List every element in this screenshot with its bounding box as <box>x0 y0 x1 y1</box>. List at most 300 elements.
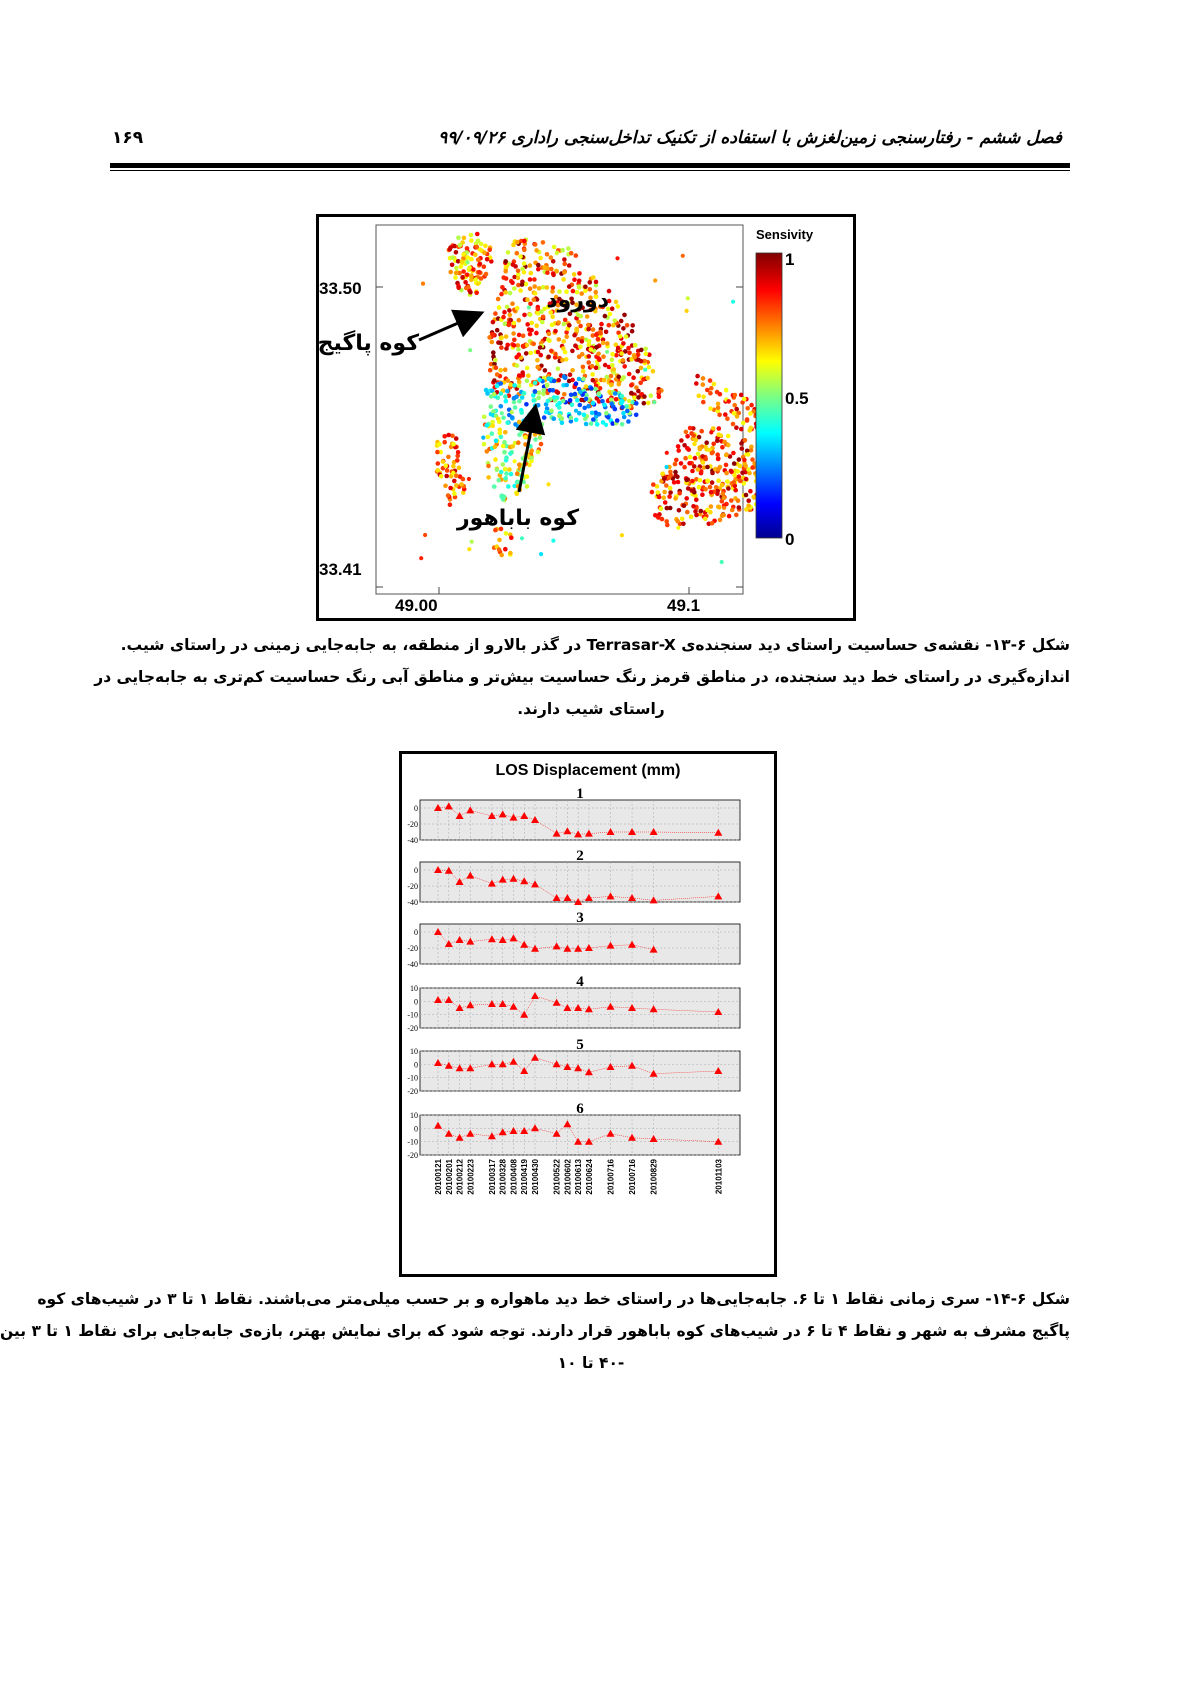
sensitivity-point <box>443 484 448 489</box>
sensitivity-point <box>667 494 672 499</box>
sensitivity-point <box>517 380 522 385</box>
sensitivity-point <box>516 269 521 274</box>
sensitivity-point <box>601 341 606 346</box>
sensitivity-point <box>622 364 627 369</box>
label-mountain-pagij: کوه پاگیج <box>319 331 419 356</box>
sensitivity-point <box>673 496 678 501</box>
caption-line: اندازه‌گیری در راستای خط دید سنجنده، در مناطق قرمز رنگ حساسیت بیش‌تر و مناطق آبی رنگ حساسیت کم‌تری به جابه‌جایی در <box>94 668 1070 686</box>
sensitivity-point <box>546 355 551 360</box>
sensitivity-point <box>657 389 662 394</box>
sensitivity-point <box>551 273 556 278</box>
sensitivity-point <box>578 345 583 350</box>
date-tick-label: 20100121 <box>434 1159 443 1195</box>
sensitivity-point <box>580 339 585 344</box>
sensitivity-point <box>479 276 484 281</box>
sensitivity-point <box>490 340 495 345</box>
sensitivity-point <box>488 368 493 373</box>
header-rule-thin <box>110 170 1070 171</box>
sensitivity-point <box>694 498 699 503</box>
sensitivity-point <box>622 415 627 420</box>
sensitivity-point <box>721 491 726 496</box>
sensitivity-point <box>682 503 687 508</box>
sensitivity-point <box>621 341 626 346</box>
sensitivity-point <box>461 477 466 482</box>
date-tick-label: 20101103 <box>714 1159 724 1195</box>
sensitivity-point <box>451 442 456 447</box>
sensitivity-point <box>474 291 479 296</box>
sensitivity-point <box>524 351 529 356</box>
sensitivity-point <box>684 478 689 483</box>
sensitivity-point <box>522 391 527 396</box>
sensitivity-point <box>503 467 508 472</box>
sensitivity-point <box>624 404 629 409</box>
y-tick-label: -20 <box>407 820 418 829</box>
sensitivity-point <box>749 448 754 453</box>
sensitivity-point <box>468 348 472 352</box>
sensitivity-point <box>557 405 562 410</box>
sensitivity-point <box>646 401 651 406</box>
sensitivity-point <box>664 483 669 488</box>
sensitivity-point <box>508 551 513 556</box>
sensitivity-point <box>533 381 538 386</box>
sensitivity-point <box>468 290 473 295</box>
sensitivity-point <box>598 331 603 336</box>
sensitivity-point <box>492 392 497 397</box>
sensitivity-map <box>319 217 853 618</box>
sensitivity-point <box>614 300 619 305</box>
sensitivity-point <box>454 266 459 271</box>
sensitivity-point <box>500 285 505 290</box>
sensitivity-point <box>502 440 507 445</box>
sensitivity-point <box>552 379 557 384</box>
sensitivity-point <box>685 510 690 515</box>
date-tick-label: 20100522 <box>552 1159 562 1195</box>
sensitivity-point <box>605 341 610 346</box>
sensitivity-point <box>556 366 561 371</box>
sensitivity-point <box>503 394 508 399</box>
panel-number: 1 <box>576 786 584 802</box>
sensitivity-point <box>709 430 713 434</box>
sensitivity-point <box>717 413 722 418</box>
sensitivity-point <box>572 272 577 277</box>
sensitivity-point <box>616 304 621 309</box>
y-tick-label: 0 <box>414 1060 418 1070</box>
sensitivity-point <box>512 396 517 401</box>
sensitivity-point <box>695 374 700 379</box>
sensitivity-point <box>636 389 641 394</box>
sensitivity-point <box>716 405 721 410</box>
sensitivity-point <box>520 267 525 272</box>
sensitivity-point <box>494 438 499 443</box>
sensitivity-point <box>572 277 577 282</box>
sensitivity-point <box>557 337 562 342</box>
sensitivity-point <box>469 274 474 279</box>
sensitivity-point <box>520 395 525 400</box>
sensitivity-point <box>450 255 455 260</box>
y-tick-label: -10 <box>407 1010 418 1020</box>
sensitivity-point <box>477 270 482 275</box>
sensitivity-point <box>687 461 692 466</box>
sensitivity-point <box>690 479 695 484</box>
label-mountain-babahur: کوه باباهور <box>457 506 579 531</box>
y-tick-label: -20 <box>407 1151 418 1160</box>
sensitivity-point <box>513 459 517 463</box>
sensitivity-point <box>629 383 634 388</box>
sensitivity-point <box>503 269 508 274</box>
y-tick-label: 0 <box>414 997 418 1007</box>
sensitivity-point <box>657 495 662 500</box>
sensitivity-point <box>486 435 491 440</box>
sensitivity-point <box>512 383 517 388</box>
sensitivity-point <box>726 443 731 448</box>
sensitivity-point <box>686 296 690 300</box>
sensitivity-point <box>750 465 755 470</box>
sensitivity-point <box>620 422 625 427</box>
sensitivity-point <box>644 351 649 356</box>
sensitivity-point <box>711 426 716 431</box>
sensitivity-point <box>620 394 625 399</box>
sensitivity-point <box>734 425 739 430</box>
sensitivity-point <box>498 341 503 346</box>
sensitivity-point <box>586 360 591 365</box>
panel-number: 2 <box>576 848 584 864</box>
colorbar-tick-0: 0 <box>785 530 795 549</box>
sensitivity-point <box>621 375 626 380</box>
sensitivity-point <box>486 475 491 480</box>
sensitivity-point <box>528 263 533 268</box>
colorbar-title: Sensivity <box>756 227 814 242</box>
y-tick-label: 0 <box>414 1124 418 1134</box>
sensitivity-point <box>672 480 677 485</box>
sensitivity-point <box>458 243 463 248</box>
sensitivity-point <box>739 393 744 398</box>
sensitivity-point <box>748 489 753 494</box>
sensitivity-point <box>733 393 738 398</box>
sensitivity-point <box>499 404 504 409</box>
sensitivity-point <box>556 390 561 395</box>
sensitivity-point <box>452 491 457 496</box>
sensitivity-point <box>618 334 623 339</box>
sensitivity-point <box>630 323 635 328</box>
sensitivity-point <box>732 473 737 478</box>
sensitivity-point <box>512 286 517 291</box>
sensitivity-point <box>452 479 457 484</box>
sensitivity-point <box>720 560 724 564</box>
sensitivity-point <box>730 508 735 513</box>
sensitivity-point <box>546 337 551 342</box>
sensitivity-point <box>725 479 730 484</box>
sensitivity-point <box>482 415 487 420</box>
sensitivity-point <box>634 401 639 406</box>
sensitivity-point <box>508 313 513 318</box>
sensitivity-point <box>522 248 527 253</box>
sensitivity-point <box>526 373 531 378</box>
sensitivity-point <box>456 285 461 290</box>
sensitivity-point <box>738 464 743 469</box>
sensitivity-point <box>491 333 496 338</box>
sensitivity-point <box>701 382 706 387</box>
sensitivity-point <box>662 495 667 500</box>
sensitivity-point <box>502 310 507 315</box>
lat-tick-top: 33.50 <box>319 279 362 298</box>
header-rule <box>110 163 1070 168</box>
sensitivity-point <box>619 351 624 356</box>
sensitivity-point <box>741 421 746 426</box>
sensitivity-point <box>616 374 621 379</box>
sensitivity-point <box>507 467 512 472</box>
sensitivity-point <box>591 417 596 422</box>
sensitivity-point <box>469 238 474 243</box>
sensitivity-point <box>680 517 685 522</box>
sensitivity-point <box>665 465 669 469</box>
sensitivity-point <box>733 488 738 493</box>
sensitivity-point <box>535 358 540 363</box>
sensitivity-point <box>586 323 591 328</box>
sensitivity-point <box>503 547 508 552</box>
sensitivity-point <box>515 240 520 245</box>
los-displacement-figure <box>399 751 777 1277</box>
sensitivity-point <box>536 450 541 455</box>
sensitivity-point <box>436 461 441 466</box>
sensitivity-point <box>503 430 508 435</box>
sensitivity-point <box>442 440 447 445</box>
sensitivity-point <box>742 397 747 402</box>
sensitivity-point <box>642 401 647 406</box>
sensitivity-point <box>610 357 615 362</box>
y-tick-label: -10 <box>407 1073 418 1083</box>
sensitivity-point <box>610 363 615 368</box>
sensitivity-point <box>717 426 722 431</box>
sensitivity-point <box>515 492 520 497</box>
sensitivity-point <box>577 354 582 359</box>
panel-number: 5 <box>576 1037 584 1053</box>
sensitivity-point <box>529 321 534 326</box>
sensitivity-point <box>504 455 509 460</box>
sensitivity-point <box>574 253 579 258</box>
sensitivity-point <box>498 431 503 436</box>
sensitivity-point <box>542 388 547 393</box>
sensitivity-point <box>454 250 459 255</box>
sensitivity-point <box>509 535 514 540</box>
sensitivity-point <box>626 419 631 424</box>
sensitivity-point <box>437 442 442 447</box>
sensitivity-point <box>722 496 727 501</box>
sensitivity-point <box>564 383 569 388</box>
sensitivity-point <box>465 273 470 278</box>
sensitivity-point <box>461 252 466 257</box>
sensitivity-point <box>537 377 542 382</box>
sensitivity-point <box>499 292 504 297</box>
sensitivity-point <box>594 333 599 338</box>
sensitivity-point <box>613 318 618 323</box>
sensitivity-point <box>653 278 657 282</box>
sensitivity-point <box>528 286 533 291</box>
sensitivity-point <box>454 271 459 276</box>
sensitivity-point <box>615 418 620 423</box>
sensitivity-point <box>497 538 502 543</box>
sensitivity-point <box>613 407 618 412</box>
sensitivity-point <box>698 447 703 452</box>
sensitivity-point <box>533 437 538 442</box>
sensitivity-point <box>711 442 716 447</box>
sensitivity-point <box>715 439 720 444</box>
sensitivity-point <box>454 473 459 478</box>
sensitivity-point <box>724 453 729 458</box>
sensitivity-point <box>649 393 654 398</box>
sensitivity-point <box>589 421 594 426</box>
sensitivity-point <box>515 471 520 476</box>
sensitivity-point <box>674 458 679 463</box>
sensitivity-point <box>688 426 693 431</box>
y-tick-label: 10 <box>410 1047 418 1056</box>
sensitivity-point <box>444 463 449 468</box>
sensitivity-point <box>460 259 465 264</box>
sensitivity-point <box>525 297 530 302</box>
sensitivity-point <box>525 343 530 348</box>
sensitivity-point <box>708 406 713 411</box>
sensitivity-point <box>570 378 575 383</box>
sensitivity-point <box>633 343 638 348</box>
sensitivity-point <box>751 495 756 500</box>
sensitivity-point <box>494 365 499 370</box>
sensitivity-point <box>528 332 533 337</box>
y-tick-label: -20 <box>407 944 418 953</box>
sensitivity-point <box>505 378 510 383</box>
y-tick-label: -40 <box>407 960 418 969</box>
sensitivity-point <box>563 376 568 381</box>
sensitivity-point <box>537 390 542 395</box>
sensitivity-point <box>444 474 449 479</box>
sensitivity-point <box>454 483 459 488</box>
series-panel-6 <box>407 1101 740 1160</box>
sensitivity-point <box>574 327 579 332</box>
sensitivity-point <box>562 270 567 275</box>
sensitivity-point <box>515 363 520 368</box>
sensitivity-point <box>517 318 522 323</box>
sensitivity-point <box>533 389 538 394</box>
y-tick-label: 0 <box>414 804 418 813</box>
sensitivity-point <box>536 350 541 355</box>
sensitivity-point <box>703 487 708 492</box>
sensitivity-point <box>521 344 526 349</box>
sensitivity-point <box>679 461 684 466</box>
sensitivity-point <box>709 490 714 495</box>
sensitivity-point <box>746 498 751 503</box>
sensitivity-point <box>632 395 637 400</box>
sensitivity-point <box>585 314 590 319</box>
sensitivity-point <box>475 232 480 237</box>
sensitivity-point <box>538 345 543 350</box>
sensitivity-point <box>527 412 532 417</box>
sensitivity-point <box>524 402 529 407</box>
sensitivity-point <box>749 403 754 408</box>
sensitivity-point <box>724 471 729 476</box>
sensitivity-point <box>619 399 624 404</box>
sensitivity-point <box>748 411 753 416</box>
sensitivity-point <box>513 405 518 410</box>
sensitivity-point <box>496 478 501 483</box>
sensitivity-point <box>461 269 466 274</box>
sensitivity-point <box>584 422 589 427</box>
sensitivity-point <box>499 435 504 440</box>
sensitivity-point <box>609 374 614 379</box>
sensitivity-point <box>510 281 515 286</box>
sensitivity-point <box>562 262 567 267</box>
sensitivity-point <box>504 334 509 339</box>
sensitivity-point <box>562 392 567 397</box>
sensitivity-point <box>493 358 498 363</box>
date-tick-label: 20100716 <box>628 1159 637 1195</box>
sensitivity-point <box>527 305 531 309</box>
sensitivity-point <box>532 297 537 302</box>
sensitivity-point <box>552 416 557 421</box>
sensitivity-point <box>700 492 705 497</box>
sensitivity-point <box>641 377 646 382</box>
sensitivity-point <box>542 415 547 420</box>
sensitivity-point <box>726 486 731 491</box>
sensitivity-point <box>536 267 541 272</box>
sensitivity-point <box>516 440 521 445</box>
sensitivity-point <box>560 421 565 426</box>
sensitivity-point <box>718 518 723 523</box>
sensitivity-point <box>491 350 496 355</box>
sensitivity-point <box>749 426 754 431</box>
sensitivity-point <box>734 513 739 518</box>
sensitivity-point <box>578 324 583 329</box>
sensitivity-point <box>532 277 537 282</box>
sensitivity-point <box>706 479 711 484</box>
sensitivity-point <box>576 313 581 318</box>
sensitivity-point <box>651 369 656 374</box>
sensitivity-point <box>531 342 536 347</box>
sensitivity-point <box>574 418 579 423</box>
lon-tick-left: 49.00 <box>395 596 438 615</box>
sensitivity-point <box>551 539 555 543</box>
sensitivity-point <box>551 388 556 393</box>
sensitivity-point <box>536 307 541 312</box>
sensitivity-point <box>467 477 471 481</box>
sensitivity-point <box>485 257 490 262</box>
sensitivity-point <box>621 411 626 416</box>
sensitivity-point <box>681 254 685 258</box>
series-panel-2 <box>407 848 740 907</box>
sensitivity-point <box>555 251 560 256</box>
sensitivity-point <box>739 427 744 432</box>
sensitivity-point <box>579 398 584 403</box>
sensitivity-point <box>636 369 641 374</box>
sensitivity-point <box>504 346 509 351</box>
sensitivity-point <box>716 478 721 483</box>
date-tick-label: 20100317 <box>487 1159 497 1195</box>
sensitivity-point <box>517 384 522 389</box>
sensitivity-point <box>676 448 681 453</box>
sensitivity-point <box>604 423 608 427</box>
date-tick-label: 20100328 <box>498 1159 508 1195</box>
sensitivity-point <box>534 248 539 253</box>
sensitivity-point <box>483 244 488 249</box>
sensitivity-point <box>534 323 539 328</box>
sensitivity-point <box>656 490 661 495</box>
sensitivity-point <box>602 403 607 408</box>
sensitivity-point <box>586 404 591 409</box>
sensitivity-point <box>651 482 656 487</box>
sensitivity-point <box>476 282 480 286</box>
sensitivity-point <box>732 411 737 416</box>
sensitivity-point <box>499 494 504 499</box>
sensitivity-point <box>499 553 504 558</box>
sensitivity-point <box>493 457 498 462</box>
sensitivity-point <box>729 469 734 474</box>
